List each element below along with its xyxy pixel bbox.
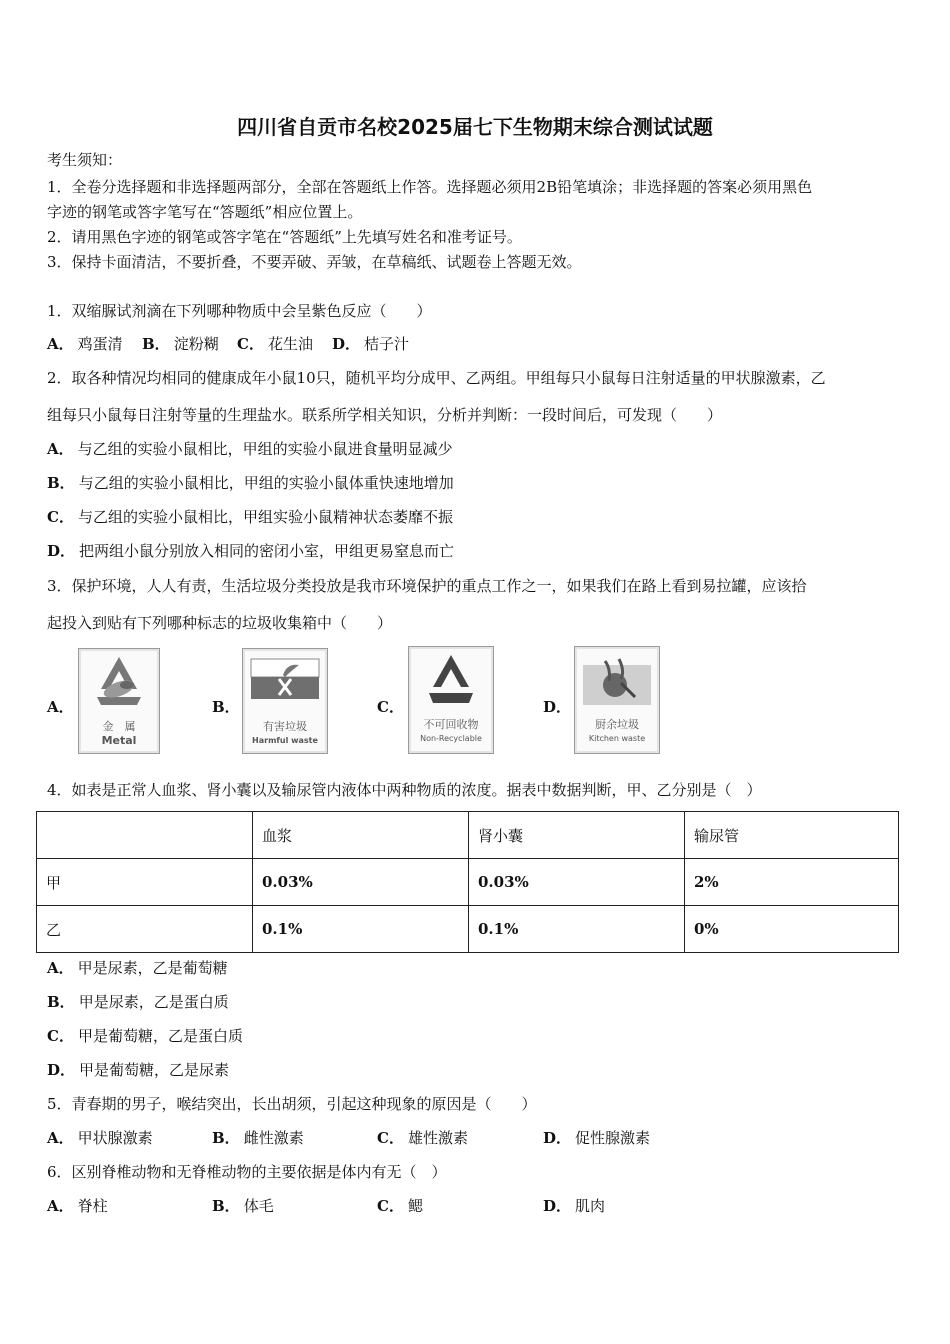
harmful-waste-icon [243,649,327,719]
table-header-cell: 输尿管 [685,812,899,859]
sign-caption-en: Metal [101,734,137,747]
notice-item: 字迹的钢笔或答字笔写在“答题纸”相应位置上。 [47,203,363,221]
q2-stem-line2: 组每只小鼠每日注射等量的生理盐水。联系所学相关知识，分析并判断：一段时间后，可发现（ ） [47,406,723,424]
q2-option-a: A． 与乙组的实验小鼠相比，甲组的实验小鼠进食量明显减少 [47,440,453,458]
table-cell: 0.03% [469,859,685,906]
recycle-arrows-icon [79,649,159,719]
q3-option-a-label: A． [47,698,74,716]
sign-caption-en: Kitchen waste [588,734,646,743]
q6-option-b: B． 体毛 [212,1197,274,1215]
q4-option-a: A． 甲是尿素，乙是葡萄糖 [47,959,228,977]
q3-stem-line1: 3．保护环境，人人有责，生活垃圾分类投放是我市环境保护的重点工作之一，如果我们在路上看到易拉罐，应该拾 [47,577,807,595]
table-cell: 0.03% [253,859,469,906]
table-cell: 0% [685,906,899,953]
q4-option-d: D． 甲是葡萄糖，乙是尿素 [47,1061,230,1079]
q3-option-d-label: D． [543,698,572,716]
kitchen-waste-icon [575,647,659,719]
notice-heading: 考生须知： [47,151,123,169]
harmful-waste-sign [242,648,328,754]
sign-caption-cn: 厨余垃圾 [595,718,639,731]
table-cell: 乙 [37,906,253,953]
table-cell: 0.1% [253,906,469,953]
notice-item: 2．请用黑色字迹的钢笔或答字笔在“答题纸”上先填写姓名和准考证号。 [47,228,522,246]
q1-stem: 1．双缩脲试剂滴在下列哪种物质中会呈紫色反应（ ） [47,302,432,320]
sign-caption-cn: 金 属 [102,720,136,733]
q3-option-b-label: B． [212,698,240,716]
sign-caption-en: Non-Recyclable [420,734,482,743]
q5-option-a: A． 甲状腺激素 [47,1129,153,1147]
q6-option-c: C． 鳃 [377,1197,423,1215]
table-header-cell: 肾小囊 [469,812,685,859]
table-cell: 0.1% [469,906,685,953]
sign-caption-en: Harmful waste [252,736,318,745]
q4-option-b: B． 甲是尿素，乙是蛋白质 [47,993,229,1011]
q6-stem: 6．区别脊椎动物和无脊椎动物的主要依据是体内有无（ ） [47,1163,447,1181]
sign-caption-cn: 不可回收物 [423,718,479,731]
notice-item: 3．保持卡面清洁，不要折叠，不要弄破、弄皱，在草稿纸、试题卷上答题无效。 [47,253,582,271]
metal-recycling-sign [78,648,160,754]
page-title: 四川省自贡市名校2025届七下生物期末综合测试试题 [237,115,713,139]
q1-option-d: D． 桔子汁 [332,335,410,353]
q5-option-d: D． 促性腺激素 [543,1129,651,1147]
q2-option-d: D． 把两组小鼠分别放入相同的密闭小室，甲组更易窒息而亡 [47,542,455,560]
table-cell: 2% [685,859,899,906]
q2-option-b: B． 与乙组的实验小鼠相比，甲组的实验小鼠体重快速地增加 [47,474,454,492]
concentration-table [36,811,899,953]
q1-option-b: B． 淀粉糊 [142,335,219,353]
q2-option-c: C． 与乙组的实验小鼠相比，甲组实验小鼠精神状态萎靡不振 [47,508,453,526]
q5-option-b: B． 雌性激素 [212,1129,304,1147]
q3-stem-line2: 起投入到贴有下列哪种标志的垃圾收集箱中（ ） [47,614,393,632]
q2-stem-line1: 2．取各种情况均相同的健康成年小鼠10只，随机平均分成甲、乙两组。甲组每只小鼠每日注射适量的甲状腺激素，乙 [47,369,826,387]
q4-option-c: C． 甲是葡萄糖，乙是蛋白质 [47,1027,243,1045]
q5-option-c: C． 雄性激素 [377,1129,468,1147]
q6-option-a: A． 脊柱 [47,1197,108,1215]
table-header-row [37,812,899,859]
kitchen-waste-sign [574,646,660,754]
q1-option-c: C． 花生油 [237,335,313,353]
sign-caption-cn: 有害垃圾 [263,720,307,733]
non-recyclable-sign [408,646,494,754]
q4-stem: 4．如表是正常人血浆、肾小囊以及输尿管内液体中两种物质的浓度。据表中数据判断，甲、乙分别是（ ） [47,781,762,799]
q5-stem: 5．青春期的男子，喉结突出，长出胡须，引起这种现象的原因是（ ） [47,1095,537,1113]
table-header-cell: 血浆 [253,812,469,859]
notice-item: 1．全卷分选择题和非选择题两部分，全部在答题纸上作答。选择题必须用2B铅笔填涂；非选择题的答案必须用黑色 [47,178,813,196]
q6-option-d: D． 肌肉 [543,1197,606,1215]
table-header-cell [37,812,253,859]
table-row [37,859,899,906]
recycle-arrows-icon [409,647,493,719]
table-row [37,906,899,953]
q3-option-c-label: C． [377,698,404,716]
q1-option-a: A． 鸡蛋清 [47,335,123,353]
table-cell: 甲 [37,859,253,906]
